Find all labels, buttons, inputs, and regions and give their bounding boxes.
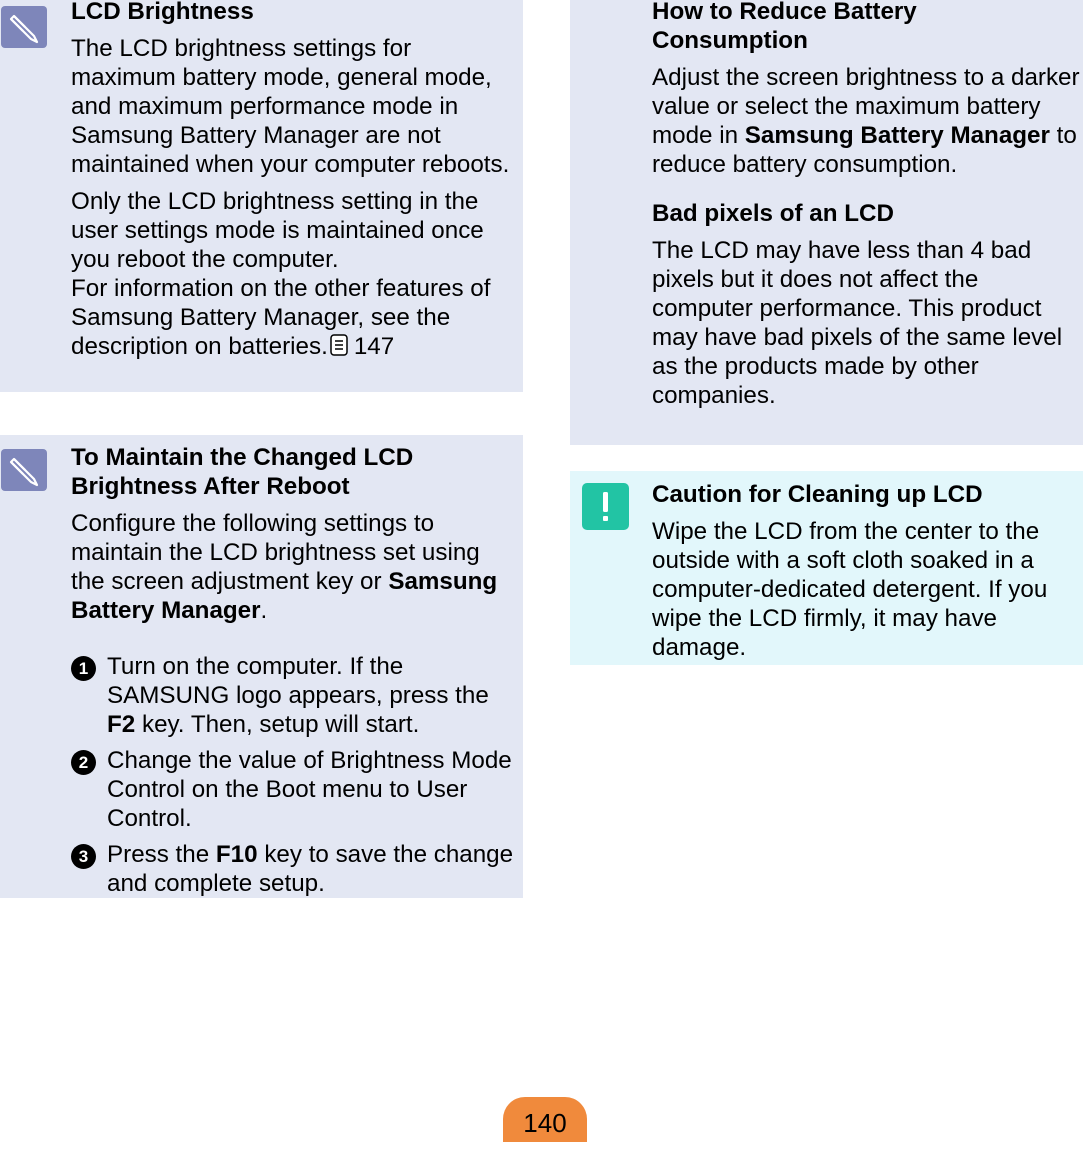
step-text: Turn on the computer. If the SAMSUNG logo appears, press the (107, 653, 489, 709)
note-paragraph: Only the LCD brightness setting in the user settings mode is maintained once you reboot the computer. (71, 188, 484, 273)
page-reference[interactable]: 147 (353, 333, 395, 360)
note-bold-text: Samsung Battery Manager (744, 122, 1050, 149)
step-number: 3 (71, 844, 96, 869)
step-number: 2 (71, 750, 96, 775)
step-item (71, 652, 516, 739)
note-text: For information on the other features of Samsung Battery Manager, see the description on batteries. (71, 275, 491, 360)
step-item (71, 746, 516, 833)
page-reference-icon (330, 334, 348, 363)
pencil-note-icon (1, 6, 47, 53)
note-text: Configure the following settings to maintain the LCD brightness set using the screen adjustment key or (71, 510, 480, 595)
note-bold-text: Samsung Battery Manager (71, 568, 498, 624)
note-text: to reduce battery consumption. (652, 122, 1077, 178)
note-paragraph: The LCD may have less than 4 bad pixels but it does not affect the computer performance. This product may have bad pixels of the same level as the products made by other companies. (652, 237, 1063, 409)
note-box-battery-consumption (570, 0, 1083, 445)
note-title: To Maintain the Changed LCD (71, 444, 414, 471)
step-number: 1 (71, 656, 96, 681)
note-text: Adjust the screen brightness to a darker value or select the maximum battery mode in (652, 64, 1080, 149)
caution-box-cleaning-lcd (570, 471, 1083, 665)
note-paragraph (71, 509, 516, 625)
note-title: Brightness After Reboot (71, 473, 350, 500)
step-text: key. Then, setup will start. (141, 711, 420, 738)
step-item (71, 840, 516, 898)
key-label: F2 (107, 711, 136, 738)
note-paragraph (71, 274, 516, 363)
note-title: How to Reduce Battery (652, 0, 917, 25)
step-text: key to save the change and complete setup. (107, 841, 514, 897)
note-title: LCD Brightness (71, 0, 254, 25)
note-box-lcd-brightness (0, 0, 523, 392)
note-text: . (260, 597, 268, 624)
note-title: Bad pixels of an LCD (652, 200, 894, 227)
note-paragraph (652, 63, 1082, 179)
note-box-maintain-brightness (0, 435, 523, 898)
step-text: Change the value of Brightness Mode Control on the Boot menu to User Control. (107, 747, 512, 832)
step-text: Press the (107, 841, 210, 868)
note-title: Consumption (652, 27, 808, 54)
exclamation-icon (582, 483, 629, 535)
note-paragraph: The LCD brightness settings for maximum battery mode, general mode, and maximum performance mode in Samsung Battery Manager are not maintained when your computer reboots. (71, 35, 510, 178)
page-number: 140 (503, 1097, 587, 1142)
pencil-note-icon (1, 449, 47, 496)
caution-text: Wipe the LCD from the center to the outside with a soft cloth soaked in a computer-dedicated detergent. If you wipe the LCD firmly, it may have damage. (652, 518, 1048, 661)
caution-title: Caution for Cleaning up LCD (652, 481, 983, 508)
key-label: F10 (215, 841, 258, 868)
